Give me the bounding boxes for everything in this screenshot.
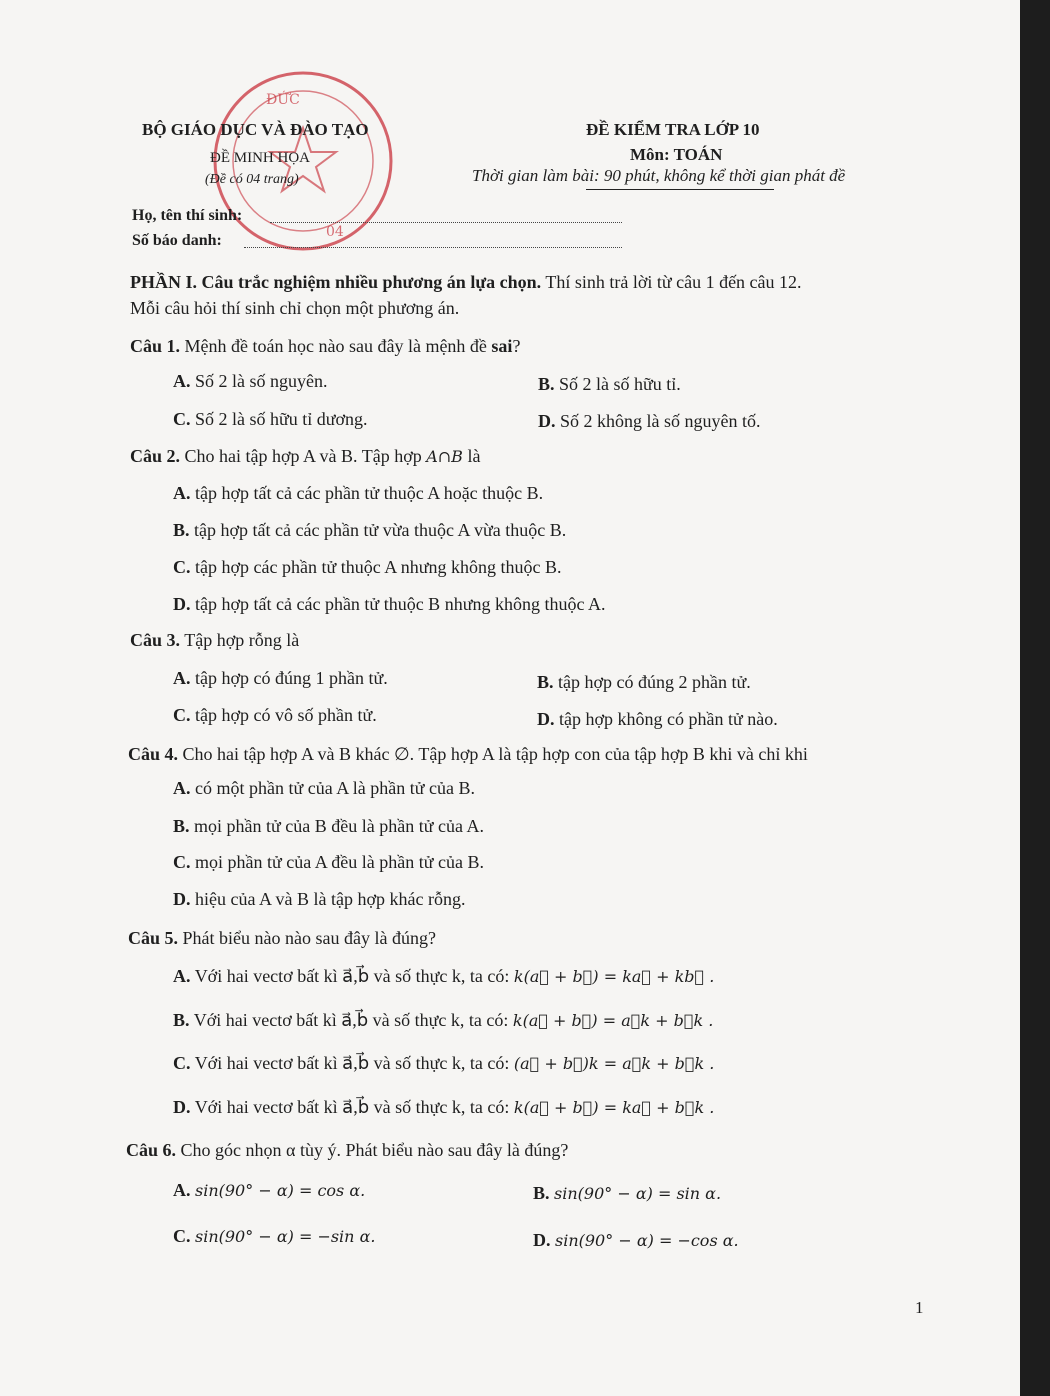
page-number: 1 — [915, 1298, 924, 1317]
id-field-line[interactable] — [244, 247, 622, 248]
part-heading — [130, 272, 802, 293]
q3-option-b[interactable]: B. tập hợp có đúng 2 phần tử. — [537, 672, 751, 692]
q1-option-d[interactable]: D. Số 2 không là số nguyên tố. — [538, 411, 761, 431]
q4-option-b[interactable]: B. mọi phần tử của B đều là phần tử của A. — [173, 816, 484, 836]
subject: Môn: TOÁN — [630, 145, 723, 164]
q1-option-a[interactable]: A. Số 2 là số nguyên. — [173, 371, 328, 391]
question-3: Câu 3. Tập hợp rỗng là — [130, 630, 300, 650]
q4-option-c[interactable]: C. mọi phần tử của A đều là phần tử của B. — [173, 852, 484, 872]
q6-option-c[interactable]: C. sin(90° − α) = −sin α. — [173, 1226, 376, 1246]
question-1: Câu 1. Mệnh đề toán học nào sau đây là mệnh đề sai? — [130, 336, 521, 356]
part-instruction: Thí sinh trả lời từ câu 1 đến câu 12. — [545, 272, 802, 292]
q5-option-b[interactable]: B. Với hai vectơ bất kì a⃗,b⃗ và số thực k, ta có: k(a⃗ + b⃗) = a⃗k + b⃗k . — [173, 1010, 714, 1030]
q2-option-c[interactable]: C. tập hợp các phần tử thuộc A nhưng không thuộc B. — [173, 557, 562, 577]
ministry-name: BỘ GIÁO DỤC VÀ ĐÀO TẠO — [142, 120, 369, 139]
svg-text:04: 04 — [326, 224, 344, 240]
exam-title: ĐỀ KIỂM TRA LỚP 10 — [586, 120, 760, 139]
question-5: Câu 5. Phát biểu nào nào sau đây là đúng? — [128, 928, 436, 948]
q2-option-b[interactable]: B. tập hợp tất cả các phần tử vừa thuộc A vừa thuộc B. — [173, 520, 567, 540]
part-note: Mỗi câu hỏi thí sinh chỉ chọn một phương án. — [130, 298, 460, 318]
q3-option-d[interactable]: D. tập hợp không có phần tử nào. — [537, 709, 778, 729]
q6-option-b[interactable]: B. sin(90° − α) = sin α. — [533, 1183, 722, 1203]
q4-option-a[interactable]: A. có một phần tử của A là phần tử của B. — [173, 778, 475, 798]
q3-option-c[interactable]: C. tập hợp có vô số phần tử. — [173, 705, 377, 725]
part-title: PHẦN I. Câu trắc nghiệm nhiều phương án lựa chọn. — [130, 272, 542, 292]
q6-option-d[interactable]: D. sin(90° − α) = −cos α. — [533, 1230, 739, 1250]
name-field-label: Họ, tên thí sinh: — [132, 207, 243, 224]
page-count: (Đề có 04 trang) — [205, 172, 299, 187]
exam-type: ĐỀ MINH HỌA — [210, 150, 310, 166]
question-6: Câu 6. Cho góc nhọn α tùy ý. Phát biểu nào sau đây là đúng? — [126, 1140, 569, 1160]
time-allowed: Thời gian làm bài: 90 phút, không kể thời gian phát đề — [472, 166, 846, 185]
q5-option-d[interactable]: D. Với hai vectơ bất kì a⃗,b⃗ và số thực k, ta có: k(a⃗ + b⃗) = ka⃗ + b⃗k . — [173, 1097, 715, 1117]
q1-option-c[interactable]: C. Số 2 là số hữu tỉ dương. — [173, 409, 368, 429]
id-field-label: Số báo danh: — [132, 232, 222, 249]
svg-text:ĐỨC: ĐỨC — [266, 92, 300, 108]
q2-option-a[interactable]: A. tập hợp tất cả các phần tử thuộc A hoặc thuộc B. — [173, 483, 544, 503]
q3-option-a[interactable]: A. tập hợp có đúng 1 phần tử. — [173, 668, 388, 688]
q6-option-a[interactable]: A. sin(90° − α) = cos α. — [173, 1180, 366, 1200]
q1-option-b[interactable]: B. Số 2 là số hữu tỉ. — [538, 374, 681, 394]
q5-option-c[interactable]: C. Với hai vectơ bất kì a⃗,b⃗ và số thực k, ta có: (a⃗ + b⃗)k = a⃗k + b⃗k . — [173, 1053, 715, 1073]
header-rule — [586, 189, 774, 190]
question-4: Câu 4. Cho hai tập hợp A và B khác ∅. Tập hợp A là tập hợp con của tập hợp B khi và chỉ khi — [128, 744, 808, 764]
name-field-line[interactable] — [270, 222, 622, 223]
question-2: Câu 2. Cho hai tập hợp A và B. Tập hợp A∩B là — [130, 446, 481, 466]
q4-option-d[interactable]: D. hiệu của A và B là tập hợp khác rỗng. — [173, 889, 466, 909]
q2-option-d[interactable]: D. tập hợp tất cả các phần tử thuộc B nhưng không thuộc A. — [173, 594, 606, 614]
q5-option-a[interactable]: A. Với hai vectơ bất kì a⃗,b⃗ và số thực k, ta có: k(a⃗ + b⃗) = ka⃗ + kb⃗ . — [173, 966, 715, 986]
